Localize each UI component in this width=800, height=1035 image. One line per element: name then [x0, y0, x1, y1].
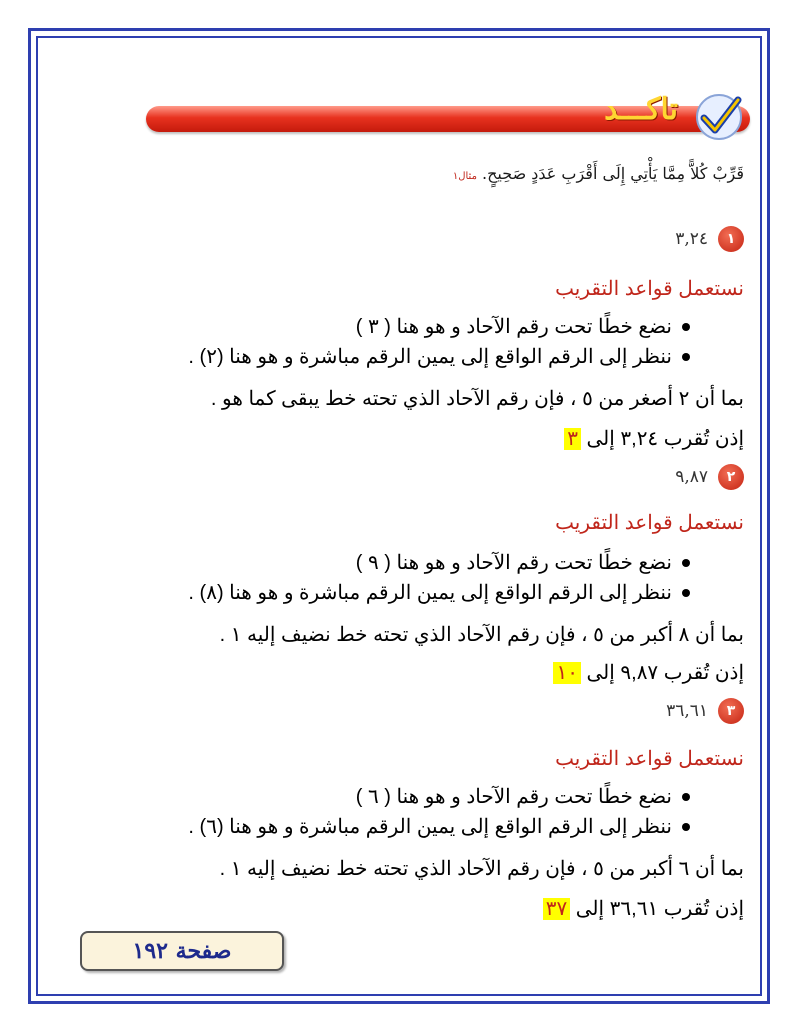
bullet-dot — [682, 559, 690, 567]
result-answer: ٣٧ — [543, 898, 570, 920]
bullet-item — [188, 814, 690, 839]
problem-3-header — [666, 698, 744, 724]
bullet-item — [188, 344, 690, 369]
bullet-item — [356, 784, 690, 809]
problem-value: ٩,٨٧ — [675, 467, 708, 487]
reasoning-text: بما أن ٨ أكبر من ٥ ، فإن رقم الآحاد الذي تحته خط نضيف إليه ١ . — [219, 624, 744, 646]
bullet-text: نضع خطًا تحت رقم الآحاد و هو هنا ( ٦ ) — [355, 786, 672, 808]
result-prefix: إذن تُقرب ٣٦,٦١ إلى — [575, 898, 744, 920]
page-number-label: صفحة ١٩٢ — [80, 931, 284, 971]
bullet-dot — [682, 793, 690, 801]
instruction-text: قَرِّبْ كُلاًّ مِمَّا يَأْتِي إِلَى أَقْرَبِ عَدَدٍ صَحِيحٍ. — [482, 164, 744, 183]
problem-1-header — [675, 226, 744, 252]
bullet-text: ننظر إلى الرقم الواقع إلى يمين الرقم مباشرة و هو هنا (٦) . — [188, 816, 672, 838]
problem-number-badge: ١ — [718, 226, 744, 252]
worksheet — [50, 50, 750, 985]
result-answer: ٣ — [564, 428, 581, 450]
problem-2-header — [675, 464, 744, 490]
result-line — [543, 896, 744, 921]
rules-heading: نستعمل قواعد التقريب — [555, 278, 744, 300]
bullet-item — [356, 314, 690, 339]
problem-value: ٣٦,٦١ — [666, 701, 708, 721]
problem-value: ٣,٢٤ — [675, 229, 708, 249]
bullet-dot — [682, 353, 690, 361]
result-prefix: إذن تُقرب ٩,٨٧ إلى — [586, 662, 744, 684]
bullet-text: نضع خطًا تحت رقم الآحاد و هو هنا ( ٣ ) — [355, 316, 672, 338]
bullet-dot — [682, 823, 690, 831]
bullet-dot — [682, 323, 690, 331]
bullet-text: ننظر إلى الرقم الواقع إلى يمين الرقم مباشرة و هو هنا (٢) . — [188, 346, 672, 368]
result-line — [553, 660, 744, 685]
rules-heading: نستعمل قواعد التقريب — [555, 748, 744, 770]
problem-number-badge: ٣ — [718, 698, 744, 724]
result-answer: ١٠ — [553, 662, 580, 684]
bullet-item — [356, 550, 690, 575]
exercise-instruction — [453, 164, 744, 183]
rules-heading: نستعمل قواعد التقريب — [555, 512, 744, 534]
result-prefix: إذن تُقرب ٣,٢٤ إلى — [586, 428, 744, 450]
reasoning-text: بما أن ٦ أكبر من ٥ ، فإن رقم الآحاد الذي تحته خط نضيف إليه ١ . — [219, 858, 744, 880]
checkmark-icon — [694, 92, 744, 142]
reasoning-text: بما أن ٢ أصغر من ٥ ، فإن رقم الآحاد الذي تحته خط يبقى كما هو . — [210, 388, 744, 410]
bullet-dot — [682, 589, 690, 597]
result-line — [564, 426, 744, 451]
problem-number-badge: ٢ — [718, 464, 744, 490]
banner-title: تاكـــد — [604, 92, 678, 127]
example-reference: مثال١ — [452, 171, 477, 182]
bullet-item — [188, 580, 690, 605]
bullet-text: ننظر إلى الرقم الواقع إلى يمين الرقم مباشرة و هو هنا (٨) . — [188, 582, 672, 604]
section-banner — [146, 86, 750, 146]
bullet-text: نضع خطًا تحت رقم الآحاد و هو هنا ( ٩ ) — [355, 552, 672, 574]
